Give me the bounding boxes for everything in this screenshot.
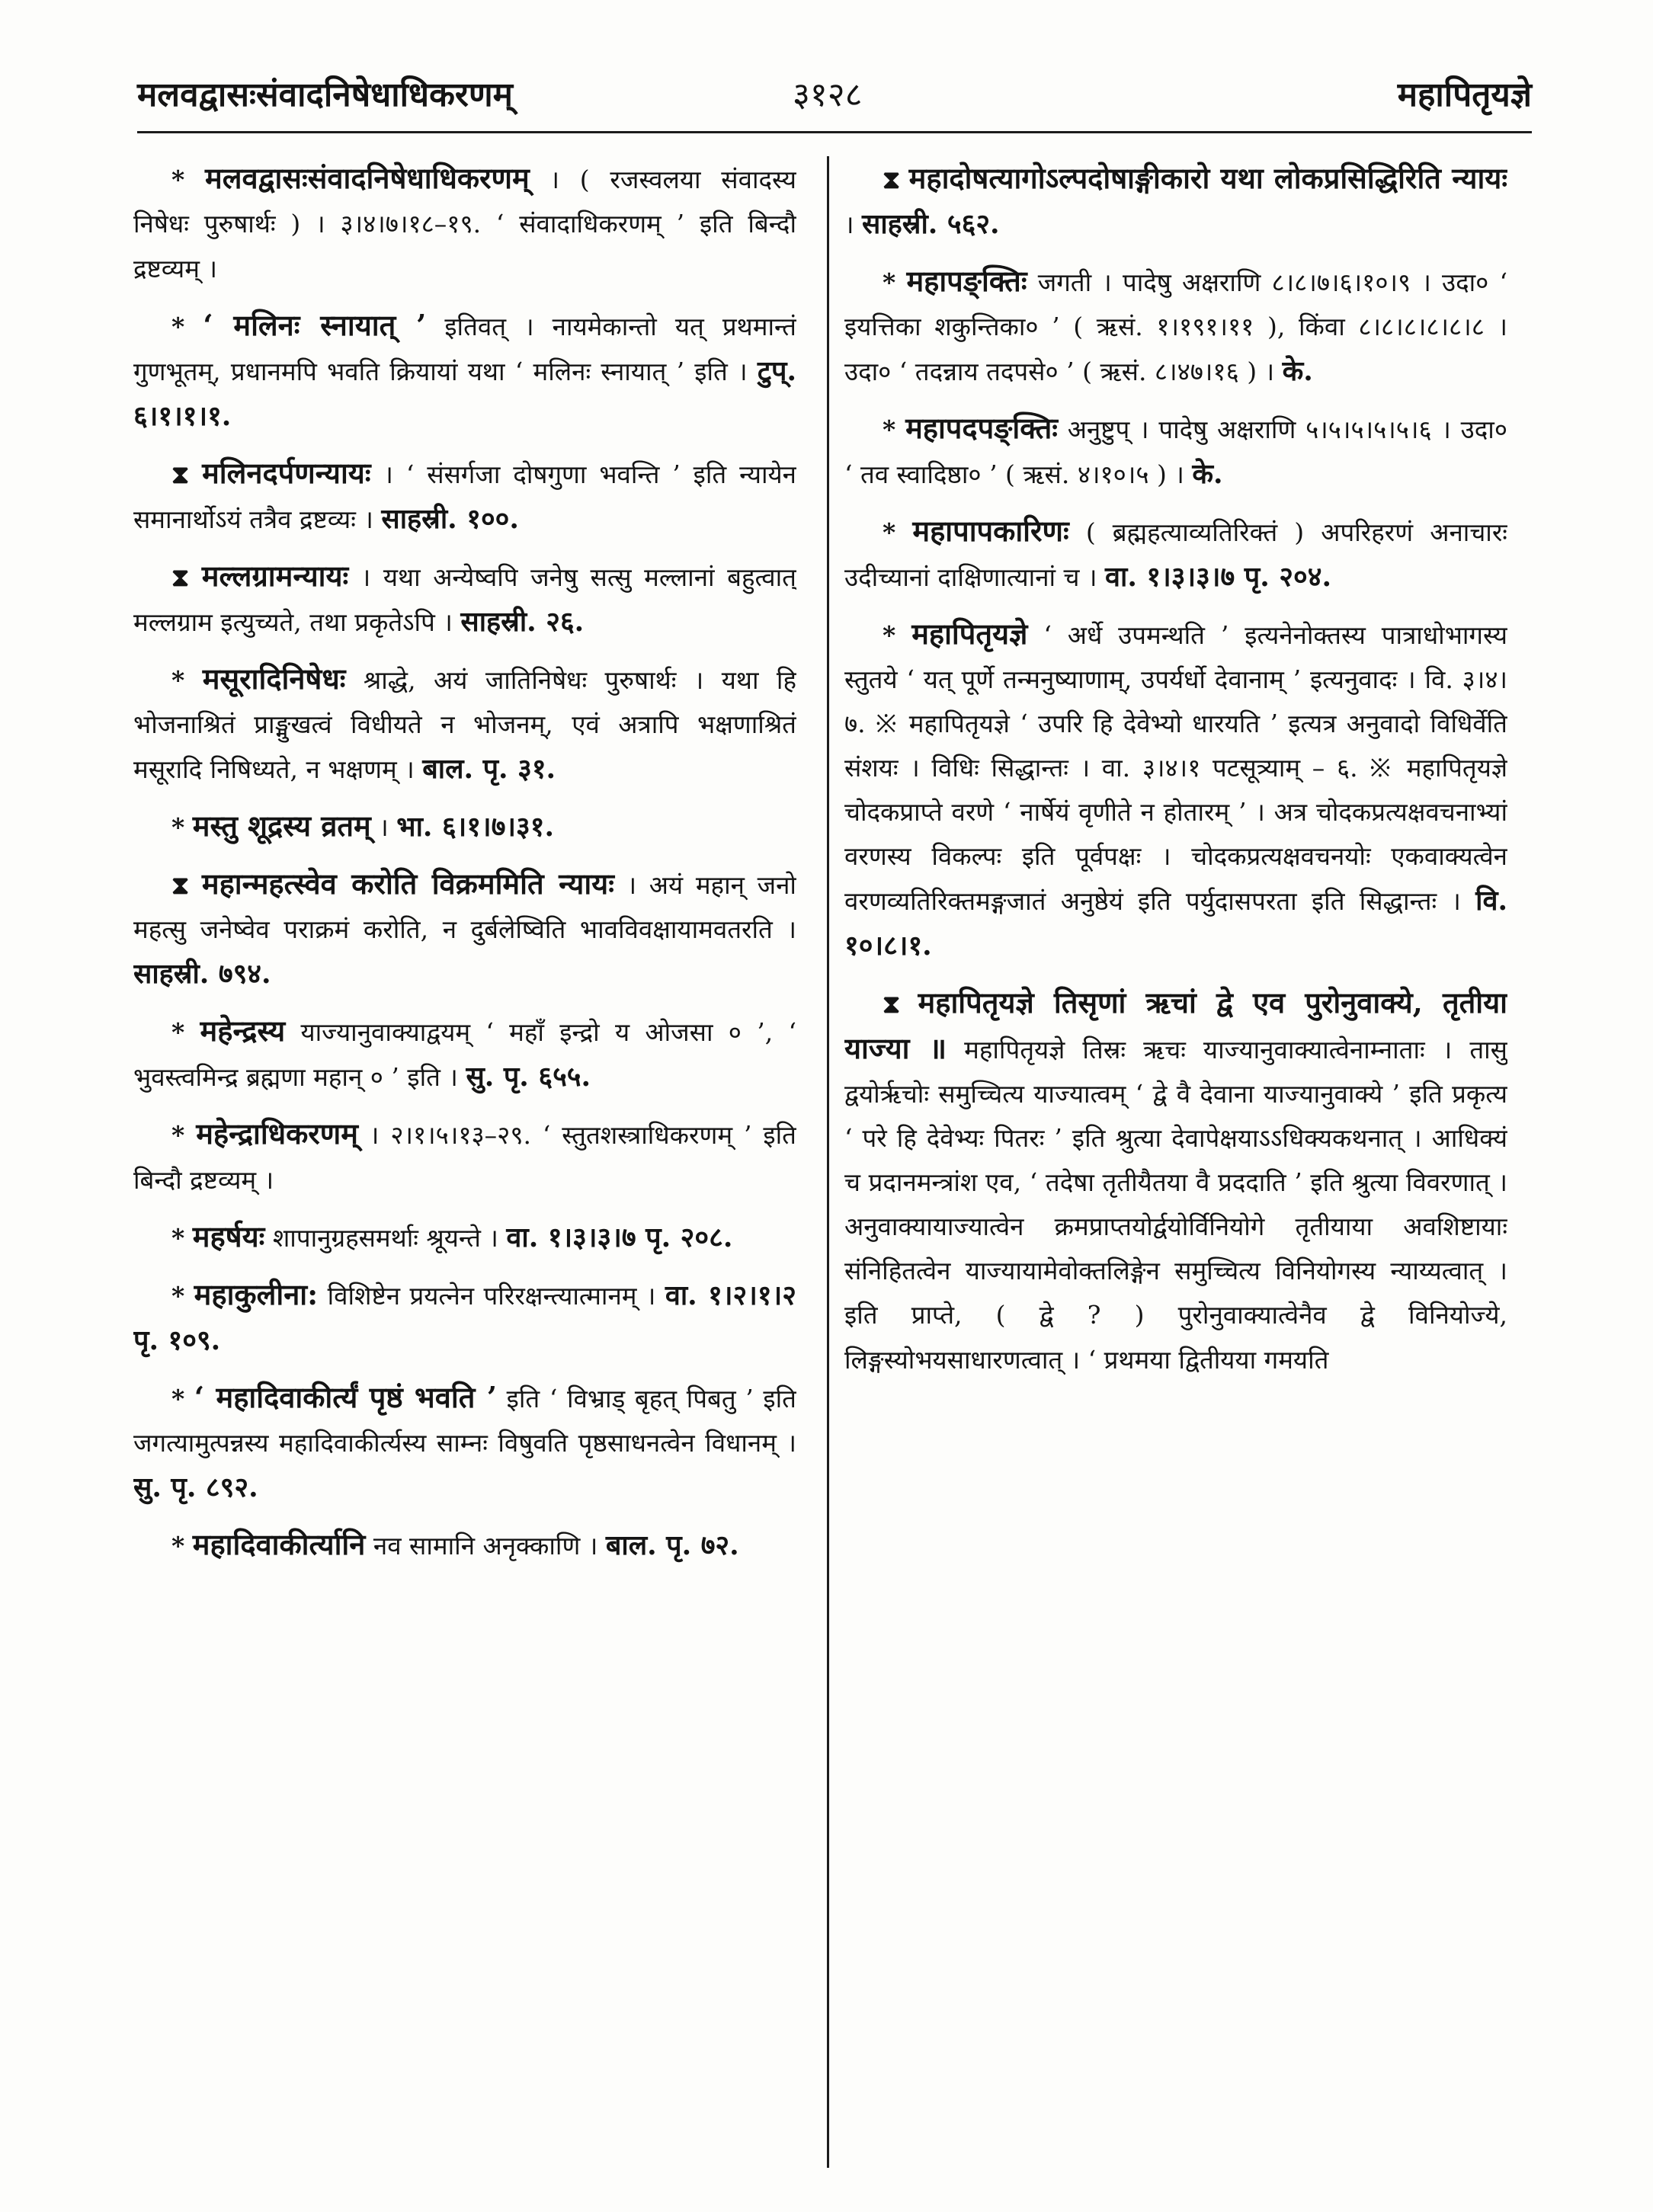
entry-text: महापितृयज्ञे तिस्रः ऋचः याज्यानुवाक्यात्वेनाम्नाताः । तासु द्वयोर्ऋचोः समुच्चित्य याज्यात्वम् ‘ द्वे वै देवाना याज्यानुवाक्ये ’ इति प्रकृत्य ‘ परे हि देवेभ्यः पितरः ’ इति श्रुत्या देवापेक्षयाऽऽधिक्यकथनात् । आधिक्यं च प्रदानमन्त्रांश एव, ‘ तदेषा तृतीयैतया वै प्रददाति ’ इति श्रुत्या विवरणात् । अनुवाक्यायाज्यात्वेन क्रमप्राप्तयोर्द्वयोर्विनियोगे तृतीयाया अवशिष्टायाः संनिहितत्वेन याज्यायामेवोक्तलिङ्गेन समुच्चित्य विनियोगस्य न्याय्यत्वात् । इति प्राप्ते, ( द्वे ? ) पुरोनुवाक्यात्वेनैव द्वे विनियोज्ये, लिङ्गस्योभयसाधारणत्वात् । ‘ प्रथमया द्वितीयया गमयति — [844, 1035, 1507, 1375]
entry-headword: मस्तु शूद्रस्य व्रतम् — [192, 808, 371, 843]
page-number: ३१२८ — [793, 75, 863, 114]
dictionary-entry — [133, 1215, 796, 1260]
entry-text: शापानुग्रहसमर्थाः श्रूयन्ते । — [272, 1223, 498, 1253]
entry-text: इति ‘ विभ्राड् बृहत् पिबतु ’ इति जगत्यामुत्पन्नस्य महादिवाकीर्त्यस्य साम्नः विषुवति पृष्ठसाधनत्वेन विधानम् । — [133, 1384, 796, 1458]
entry-headword: मसूरादिनिषेधः — [202, 661, 346, 696]
entry-text: विशिष्टेन प्रयत्नेन परिरक्षन्त्यात्मानम् । — [327, 1281, 656, 1311]
page-header — [137, 70, 1532, 131]
entry-text: याज्यानुवाक्याद्वयम् ‘ महाँ इन्द्रो य ओजसा ० ’, ‘ भुवस्त्वमिन्द्र ब्रह्मणा महान् ० ’ इति । — [133, 1017, 796, 1092]
dictionary-entry — [844, 406, 1507, 497]
entry-reference: बाल. पृ. ७२. — [605, 1529, 739, 1561]
entry-text: अनुष्टुप् । पादेषु अक्षराणि ५।५।५।५।५।६ । उदा० ‘ तव स्वादिष्ठा० ’ ( ऋसं. ४।१०।५ ) । — [844, 415, 1507, 489]
dictionary-entry — [133, 657, 796, 792]
dictionary-entry — [133, 303, 796, 439]
dictionary-entry — [844, 981, 1507, 1382]
entry-marker: * — [883, 267, 896, 297]
entry-text: ‘ अर्धे उपमन्थति ’ इत्यनेनोक्तस्य पात्राधोभागस्य स्तुतये ‘ यत् पूर्णे तन्मनुष्याणाम्, उपर्यर्धो देवानाम् ’ इत्यनुवादः । वि. ३।४।७. ※ महापितृयज्ञे ‘ उपरि हि देवेभ्यो धारयति ’ इत्यत्र अनुवादो विधिर्वेति संशयः । विधिः सिद्धान्तः । वा. ३।४।१ पटसूत्र्याम् – ६. ※ महापितृयज्ञे चोदकप्राप्ते वरणे ‘ नार्षेयं वृणीते न होतारम् ’ । अत्र चोदकप्रत्यक्षवचनाभ्यां वरणस्य विकल्पः इति पूर्वपक्षः । चोदकप्रत्यक्षवचनयोः एकवाक्यत्वेन वरणव्यतिरिक्तमङ्गजातं अनुष्ठेयं इति पर्युदासपरता इति सिद्धान्तः । — [844, 620, 1507, 916]
dictionary-entry — [844, 612, 1507, 968]
entry-headword: महादोषत्यागोऽल्पदोषाङ्गीकारो यथा लोकप्रसिद्धिरिति न्यायः — [908, 161, 1507, 195]
entry-text: । ( रजस्वलया संवादस्य निषेधः पुरुषार्थः ) । ३।४।७।१८–१९. ‘ संवादाधिकरणम् ’ इति बिन्दौ द्रष्टव्यम् । — [133, 165, 796, 283]
dictionary-entry — [133, 451, 796, 542]
entry-headword: मलिनदर्पणन्यायः — [202, 456, 371, 490]
entry-text: । यथा अन्येष्वपि जनेषु सत्सु मल्लानां बहुत्वात् मल्लग्राम इत्युच्यते, तथा प्रकृतेऽपि । — [133, 562, 796, 637]
entry-marker: * — [171, 665, 185, 695]
entry-text: नव सामानि अनृक्काणि । — [373, 1531, 598, 1561]
entry-marker: * — [171, 1384, 185, 1413]
left-column — [133, 156, 796, 2168]
entry-headword: ‘ मलिनः स्नायात् ’ — [203, 308, 427, 342]
dictionary-entry — [133, 862, 796, 997]
entry-reference: साहस्री. ५६२. — [862, 208, 1000, 240]
entry-text: । ‘ संसर्गजा दोषगुणा भवन्ति ’ इति न्यायेन समानार्थोऽयं तत्रैव द्रष्टव्यः । — [133, 459, 796, 534]
entry-headword: महापापकारिणः — [912, 514, 1069, 548]
entry-marker: * — [171, 165, 185, 194]
dictionary-entry — [133, 1009, 796, 1100]
header-rule — [137, 131, 1532, 133]
entry-text: । — [844, 210, 854, 239]
dictionary-entry — [844, 156, 1507, 247]
entry-reference: वा. १।३।३।७ पृ. २०४. — [1105, 561, 1331, 593]
dictionary-entry — [133, 1112, 796, 1202]
entry-marker: * — [171, 812, 185, 842]
entry-marker: * — [171, 1017, 185, 1047]
running-head-right: महापितृयज्ञे — [1397, 75, 1532, 114]
entry-reference: वा. १।२।१।२ पृ. १०९. — [133, 1279, 796, 1356]
entry-marker: * — [883, 415, 896, 444]
entry-headword: महाकुलीना: — [194, 1277, 319, 1311]
right-column — [844, 156, 1507, 2168]
entry-marker: * — [171, 1223, 185, 1253]
dictionary-entry — [133, 554, 796, 645]
entry-reference: भा. ६।१।७।३१. — [396, 811, 555, 843]
entry-marker: ⧗ — [883, 989, 901, 1019]
entry-text: । २।१।५।१३–२९. ‘ स्तुतशस्त्राधिकरणम् ’ इति बिन्दौ द्रष्टव्यम् । — [133, 1120, 796, 1195]
entry-marker: ⧗ — [883, 165, 901, 194]
dictionary-entry — [133, 1375, 796, 1510]
running-head-left: मलवद्वासःसंवादनिषेधाधिकरणम् — [137, 75, 513, 114]
entry-marker: * — [171, 1120, 185, 1150]
entry-reference: के. — [1282, 355, 1313, 387]
entry-text: इतिवत् । नायमेकान्तो यत् प्रथमान्तं गुणभूतम्, प्रधानमपि भवति क्रियायां यथा ‘ मलिनः स्नायात् ’ इति । — [133, 312, 796, 386]
entry-reference: साहस्री. ७९४. — [133, 958, 271, 990]
dictionary-entry — [133, 1272, 796, 1363]
entry-headword: महान्महत्स्वेव करोति विक्रममिति न्यायः — [201, 866, 614, 901]
dictionary-entry — [133, 156, 796, 291]
entry-text: श्राद्धे, अयं जातिनिषेधः पुरुषार्थः । यथा हि भोजनाश्रितं प्राङ्मुखत्वं विधीयते न भोजनम्, एवं अत्रापि भक्षणाश्रितं मसूरादि निषिध्यते, न भक्षणम् । — [133, 665, 796, 784]
entry-headword: महेन्द्राधिकरणम् — [196, 1116, 358, 1151]
entry-reference: टुप्. ६।१।१।१. — [133, 355, 796, 432]
entry-marker: ⧗ — [171, 459, 190, 489]
entry-marker: * — [171, 1531, 185, 1561]
entry-headword: महर्षयः — [192, 1219, 265, 1253]
entry-text: । अयं महान् जनो महत्सु जनेष्वेव पराक्रमं करोति, न दुर्बलेष्विति भावविवक्षायामवतरति । — [133, 870, 796, 944]
entry-reference: वि. १०।८।१. — [844, 885, 1507, 962]
column-divider — [827, 156, 829, 2168]
entry-reference: के. — [1192, 458, 1223, 490]
entry-reference: सु. पृ. ८९२. — [133, 1471, 258, 1503]
entry-marker: * — [883, 620, 896, 650]
entry-headword: ‘ महादिवाकीर्त्यं पृष्ठं भवति ’ — [194, 1380, 497, 1414]
dictionary-entry — [133, 804, 796, 850]
entry-marker: * — [171, 312, 185, 341]
dictionary-entry — [844, 259, 1507, 394]
entry-reference: वा. १।३।३।७ पृ. २०८. — [506, 1221, 733, 1253]
entry-reference: सु. पृ. ६५५. — [466, 1061, 591, 1093]
entry-marker: ⧗ — [171, 562, 190, 592]
entry-reference: साहस्री. १००. — [381, 503, 519, 535]
entry-headword: महापितृयज्ञे — [911, 616, 1028, 651]
entry-marker: * — [171, 1281, 185, 1311]
entry-headword: महापितृयज्ञे तिसृणां ऋचां द्वे एव पुरोनुवाक्ये, तृतीया याज्या ॥ — [844, 985, 1507, 1065]
entry-headword: महेन्द्रस्य — [200, 1013, 286, 1048]
entry-text: ( ब्रह्महत्याव्यतिरिक्तं ) अपरिहरणं अनाचारः उदीच्यानां दाक्षिणात्यानां च । — [844, 517, 1507, 592]
entry-headword: मल्लग्रामन्यायः — [201, 559, 349, 593]
entry-headword: महापदपङ्क्तिः — [905, 411, 1058, 445]
entry-reference: साहस्री. २६. — [460, 606, 585, 638]
entry-marker: * — [883, 517, 896, 547]
entry-headword: महादिवाकीर्त्यानि — [192, 1527, 366, 1561]
entry-marker: ⧗ — [171, 870, 190, 900]
dictionary-entry — [844, 509, 1507, 600]
entry-headword: मलवद्वासःसंवादनिषेधाधिकरणम् — [205, 161, 530, 195]
dictionary-entry — [133, 1522, 796, 1568]
entry-headword: महापङ्क्तिः — [906, 264, 1027, 298]
entry-text: जगती । पादेषु अक्षराणि ८।८।७।६।१०।९ । उदा० ‘ इयत्तिका शकुन्तिका० ’ ( ऋसं. १।१९१।११ ), किंवा ८।८।८।८।८।८ । उदा० ‘ तदन्नाय तदपसे० ’ ( ऋसं. ८।४७।१६ ) । — [844, 267, 1507, 386]
entry-text: । — [379, 812, 389, 842]
entry-reference: बाल. पृ. ३१. — [422, 753, 556, 785]
